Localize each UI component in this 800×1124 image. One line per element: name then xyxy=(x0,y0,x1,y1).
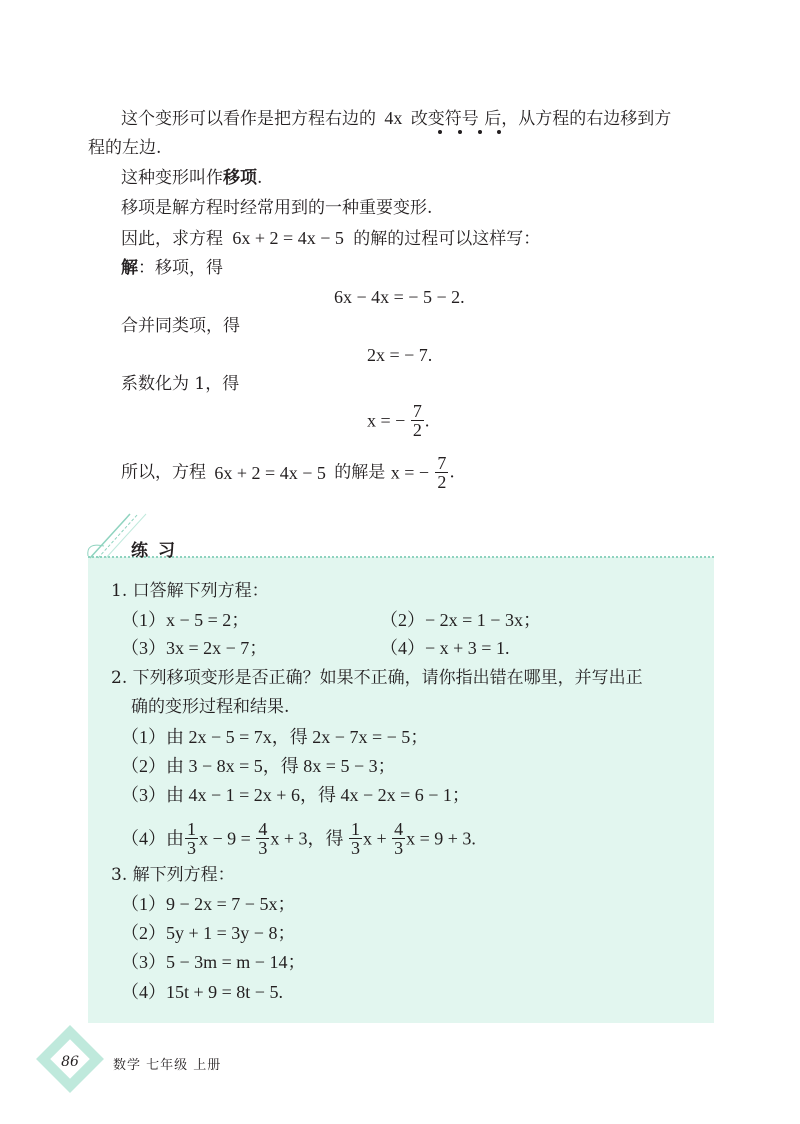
equation-2: 2x = − 7. xyxy=(367,345,433,365)
q2-item-4: （4）由 $\frac{1}{3}$ x − 9 = $\frac{4}{3}$ x + 3，得 $\frac{1}{3}$ x + $\frac{4}{3}$ x = 9 + 3. xyxy=(121,819,476,858)
q2-title-line-2: 确的变形过程和结果. xyxy=(131,697,290,717)
solution-step-2: 合并同类项，得 xyxy=(121,316,240,336)
paragraph-2: 这种变形叫作移项. xyxy=(121,168,263,188)
equation-3: x = − $\frac{7}{2}$ . xyxy=(367,401,430,440)
q3-title: 3. 解下列方程： xyxy=(111,865,235,885)
equation-1: 6x − 4x = − 5 − 2. xyxy=(334,287,465,307)
emphasis-dot xyxy=(478,130,482,134)
paragraph-1-line-1: 这个变形可以看作是把方程右边的 4x 改变符号 后，从方程的右边移到方 xyxy=(121,108,672,129)
emphasized-text: 改变符号 xyxy=(410,109,479,129)
q1-title: 1. 口答解下列方程： xyxy=(111,581,269,601)
q1-item-2: （2）− 2x = 1 − 3x； xyxy=(380,610,541,630)
q1-item-1: （1）x − 5 = 2； xyxy=(121,610,250,630)
solution-step-3: 系数化为 1，得 xyxy=(121,374,240,394)
q2-item-1: （1）由 2x − 5 = 7x，得 2x − 7x = − 5； xyxy=(121,727,429,747)
paragraph-3: 移项是解方程时经常用到的一种重要变形. xyxy=(121,198,433,218)
q2-item-3: （3）由 4x − 1 = 2x + 6，得 4x − 2x = 6 − 1； xyxy=(121,785,470,805)
solution-label: 解 xyxy=(121,258,138,278)
q1-item-3: （3）3x = 2x − 7； xyxy=(121,638,268,658)
paragraph-1-line-2: 程的左边. xyxy=(88,138,162,158)
equation-inline: 6x + 2 = 4x − 5 xyxy=(232,228,344,248)
q2-item-2: （2）由 3 − 8x = 5，得 8x = 5 − 3； xyxy=(121,756,396,776)
solution-step-1: 解：移项，得 xyxy=(121,258,223,278)
fraction: $\frac{4}{3}$ xyxy=(258,819,268,858)
emphasis-dot xyxy=(497,130,501,134)
keyword-transposition: 移项 xyxy=(223,168,257,188)
emphasis-dot xyxy=(438,130,442,134)
book-title: 数学 七年级 上册 xyxy=(113,1058,222,1073)
page-number: 86 xyxy=(61,1054,79,1070)
exercise-title: 练习 xyxy=(131,541,185,561)
q3-item-4: （4）15t + 9 = 8t − 5. xyxy=(121,982,283,1002)
fraction: $\frac{1}{3}$ xyxy=(350,819,360,858)
q3-item-2: （2）5y + 1 = 3y − 8； xyxy=(121,923,296,943)
emphasis-dot xyxy=(458,130,462,134)
fraction: $\frac{7}{2}$ xyxy=(437,453,447,492)
q1-item-4: （4）− x + 3 = 1. xyxy=(380,638,510,658)
q3-item-3: （3）5 − 3m = m − 14； xyxy=(121,952,306,972)
term-4x: 4x xyxy=(384,108,403,128)
q2-title-line-1: 2. 下列移项变形是否正确？如果不正确，请你指出错在哪里，并写出正 xyxy=(111,668,643,688)
fraction: $\frac{7}{2}$ xyxy=(412,401,422,440)
fraction: $\frac{1}{3}$ xyxy=(187,819,196,858)
q3-item-1: （1）9 − 2x = 7 − 5x； xyxy=(121,894,296,914)
conclusion: 所以，方程 6x + 2 = 4x − 5 的解是 x = − $\frac{7}{2}$ . xyxy=(121,453,455,492)
paragraph-4: 因此，求方程 6x + 2 = 4x − 5 的解的过程可以这样写： xyxy=(121,228,541,249)
fraction: $\frac{4}{3}$ xyxy=(394,819,404,858)
